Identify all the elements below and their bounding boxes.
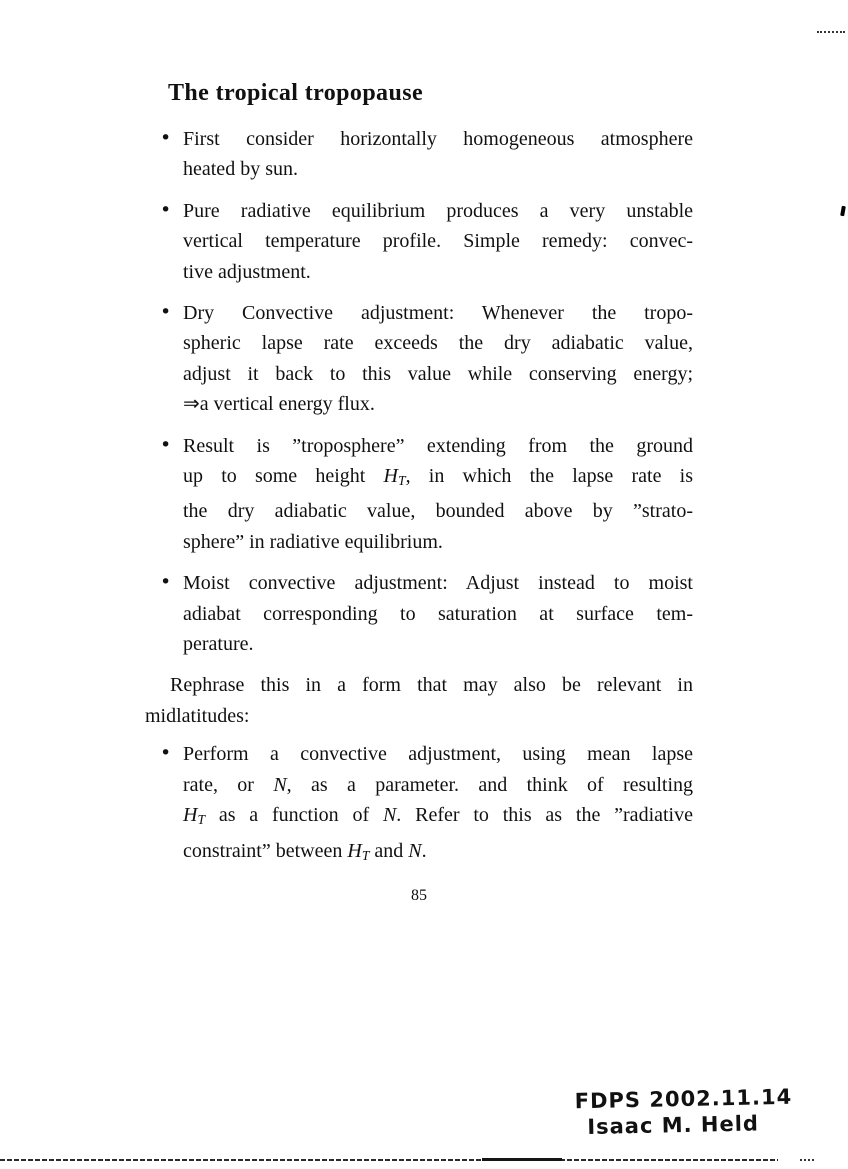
page-title: The tropical tropopause [168, 80, 424, 106]
text-line: Dry Convective adjustment: Whenever the tropo- [183, 302, 693, 325]
math-HT: $H_T$ [383, 465, 406, 489]
text-line: spheric lapse rate exceeds the dry adiabatic value, [183, 332, 693, 355]
text-line: perature. [183, 633, 254, 656]
text-line: adiabat corresponding to saturation at surface tem- [183, 602, 693, 625]
text-line: Pure radiative equilibrium produces a very unstable [183, 199, 693, 222]
text-line: heated by sun. [183, 158, 298, 181]
paragraph [145, 670, 693, 731]
annotation-author: Isaac M. Held [586, 1111, 759, 1140]
bullet-item [145, 568, 693, 659]
text-line: ⇒a vertical energy flux. [183, 393, 375, 416]
bullet-icon: • [160, 571, 172, 594]
text-line: Rephrase this in a form that may also be relevant in [170, 674, 693, 697]
bullet-item [145, 431, 693, 558]
text-line: the dry adiabatic value, bounded above by ”strato- [183, 500, 693, 523]
bullet-item [145, 739, 693, 871]
bullet-icon: • [160, 433, 172, 456]
text-line: adjust it back to this value while conserving energy; [183, 362, 693, 385]
text-line: up to some height $H_T$, in which the lapse rate is [183, 465, 693, 489]
text-line: vertical temperature profile. Simple remedy: convec- [183, 230, 693, 253]
text-line: rate, or N, as a parameter. and think of resulting [183, 773, 694, 796]
bullet-item [145, 196, 693, 287]
scan-edge-speck [840, 206, 846, 217]
bullet-icon: • [160, 198, 172, 221]
scan-bottom-edge-line [0, 1159, 778, 1161]
text-line: Result is ”troposphere” extending from the ground [183, 434, 693, 457]
bullet-item [145, 298, 693, 420]
content-blocks [145, 124, 693, 871]
bullet-icon: • [160, 301, 172, 324]
text-line: midlatitudes: [145, 704, 250, 727]
bullet-icon: • [160, 742, 172, 765]
bullet-item [145, 124, 693, 185]
text-line: Moist convective adjustment: Adjust instead to moist [183, 572, 693, 595]
scan-bottom-edge-dots [800, 1159, 814, 1161]
math-N: N [382, 804, 397, 827]
math-N: N [408, 839, 422, 862]
text-line: First consider horizontally homogeneous atmosphere [183, 128, 693, 150]
scan-bottom-edge-line-solid [482, 1158, 562, 1161]
math-HT: $H_T$ [347, 839, 370, 863]
lecture-notes-body [145, 80, 693, 905]
scan-dotted-mark [817, 31, 845, 33]
bullet-icon: • [160, 127, 172, 149]
text-line: Perform a convective adjustment, using mean lapse [183, 743, 693, 766]
text-line: sphere” in radiative equilibrium. [183, 530, 443, 553]
text-line: constraint” between $H_T$ and N. [183, 839, 427, 863]
handwritten-annotation [574, 1084, 792, 1141]
page-number: 85 [411, 886, 427, 904]
annotation-date: FDPS 2002.11.14 [574, 1084, 792, 1114]
math-N: N [273, 773, 287, 796]
text-line: $H_T$ as a function of N. Refer to this as the ”radiative [183, 804, 693, 828]
math-HT: $H_T$ [183, 804, 206, 828]
text-line: tive adjustment. [183, 260, 311, 283]
